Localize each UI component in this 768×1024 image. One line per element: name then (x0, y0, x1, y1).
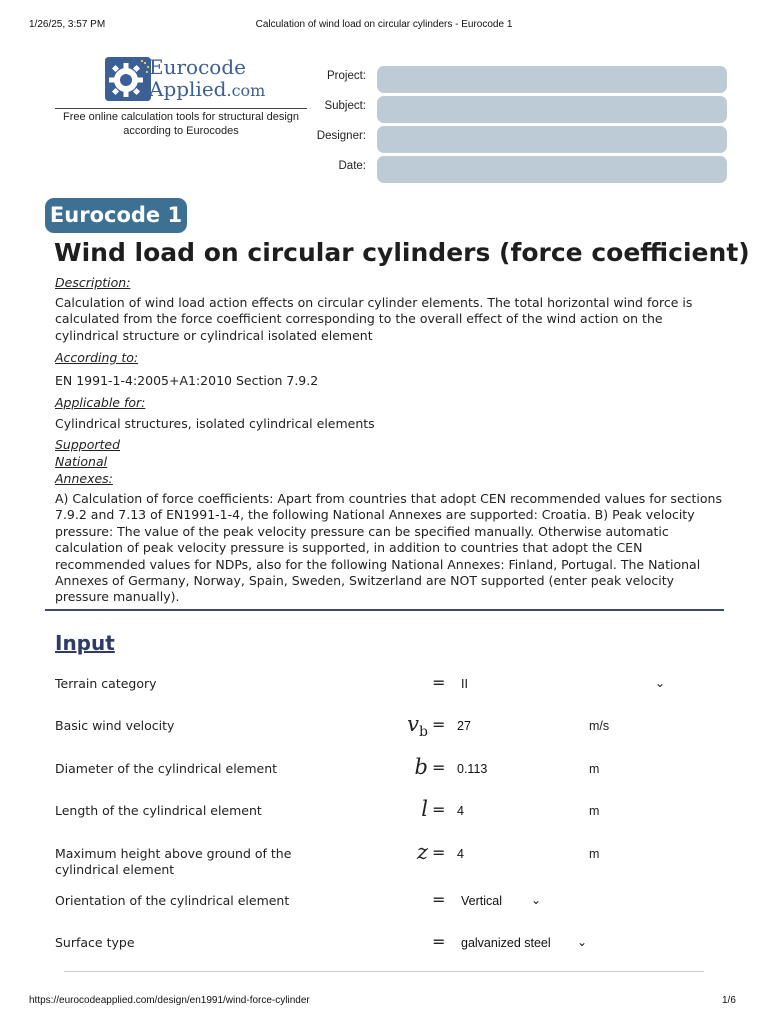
wind-velocity-input[interactable] (455, 716, 579, 736)
surface-type-label: Surface type (55, 935, 135, 950)
applicable-label: Applicable for: (55, 395, 146, 410)
description-label: Description: (55, 275, 131, 290)
input-heading: Input (55, 631, 115, 655)
terrain-category-label: Terrain category (55, 676, 157, 691)
length-symbol: l (421, 797, 428, 821)
surface-type-value: galvanized steel (461, 936, 551, 950)
wind-velocity-symbol: $v_b$ (407, 712, 428, 741)
length-unit: m (589, 804, 600, 818)
description-text: Calculation of wind load action effects on circular cylinder elements. The total horizontal wind force is calculated from the force coefficient corresponding to the overall effect of the wind action on the cylindrical structure or cylindrical isolated element (55, 295, 693, 343)
bottom-divider (64, 971, 704, 972)
annex-text: A) Calculation of force coefficients: Apart from countries that adopt CEN recommended values for sections 7.9.2 and 7.13 of EN1991-1-4, the following National Annexes are supported: Croatia. B) Peak velocity pressure: The value of the peak velocity pressure can be specified manually. Otherwise automatic calculation of peak velocity pressure is supported, in addition to countries that adopt the CEN recommended values for NDPs, also for the following National Annexes: Finland, Portugal. The National Annexes of Germany, Norway, Spain, Sweden, Switzerland are NOT supported (enter peak velocity pressure manually). (55, 491, 722, 605)
diameter-unit: m (589, 762, 600, 776)
max-height-symbol: z (416, 840, 428, 864)
equals-sign: = (432, 843, 446, 862)
print-url: https://eurocodeapplied.com/design/en1991/wind-force-cylinder (29, 995, 310, 1006)
equals-sign: = (432, 800, 446, 819)
print-page-title: Calculation of wind load on circular cylinders - Eurocode 1 (255, 19, 513, 30)
date-input[interactable] (377, 156, 727, 183)
subject-input[interactable] (377, 96, 727, 123)
equals-sign: = (432, 673, 446, 692)
diameter-symbol: b (414, 755, 428, 779)
designer-label: Designer: (316, 130, 366, 142)
diameter-input[interactable] (455, 759, 579, 779)
wind-velocity-unit: m/s (589, 719, 610, 733)
subject-label: Subject: (324, 100, 366, 112)
gear-logo-icon[interactable] (105, 57, 151, 101)
according-label: According to: (55, 350, 139, 365)
length-label: Length of the cylindrical element (55, 803, 262, 818)
length-input[interactable] (455, 801, 579, 821)
orientation-select[interactable] (455, 891, 550, 911)
project-input[interactable] (377, 66, 727, 93)
date-label: Date: (338, 160, 366, 172)
section-divider (45, 609, 724, 611)
equals-sign: = (432, 715, 446, 734)
eurocode-badge: Eurocode 1 (45, 198, 187, 233)
chevron-down-icon: ⌄ (577, 935, 588, 949)
designer-input[interactable] (377, 126, 727, 153)
annex-label-line2: National (55, 454, 108, 469)
orientation-value: Vertical (461, 894, 502, 908)
according-text: EN 1991-1-4:2005+A1:2010 Section 7.9.2 (55, 373, 319, 388)
logo-name-line2: Applied.com (149, 77, 266, 101)
diameter-label: Diameter of the cylindrical element (55, 761, 278, 776)
surface-type-select[interactable] (455, 933, 595, 953)
applicable-text: Cylindrical structures, isolated cylindrical elements (55, 416, 375, 431)
annex-label-line3: Annexes: (55, 471, 113, 486)
logo-tagline: Free online calculation tools for structural design according to Eurocodes (62, 111, 299, 137)
page-title: Wind load on circular cylinders (force coefficient) (54, 238, 750, 267)
annex-label-line1: Supported (55, 437, 121, 452)
terrain-category-value: II (461, 677, 468, 691)
project-label: Project: (327, 70, 366, 82)
print-page-number: 1/6 (722, 995, 736, 1006)
wind-velocity-label: Basic wind velocity (55, 718, 175, 733)
logo-name-line1: Eurocode (149, 55, 246, 79)
chevron-down-icon: ⌄ (655, 676, 666, 690)
chevron-down-icon: ⌄ (531, 893, 542, 907)
max-height-input[interactable] (455, 844, 579, 864)
print-datetime: 1/26/25, 3:57 PM (29, 19, 106, 30)
equals-sign: = (432, 758, 446, 777)
max-height-label: Maximum height above ground of the cylindrical element (55, 846, 292, 877)
max-height-unit: m (589, 847, 600, 861)
equals-sign: = (432, 890, 446, 909)
terrain-category-select[interactable] (455, 674, 670, 694)
orientation-label: Orientation of the cylindrical element (55, 893, 290, 908)
equals-sign: = (432, 932, 446, 951)
